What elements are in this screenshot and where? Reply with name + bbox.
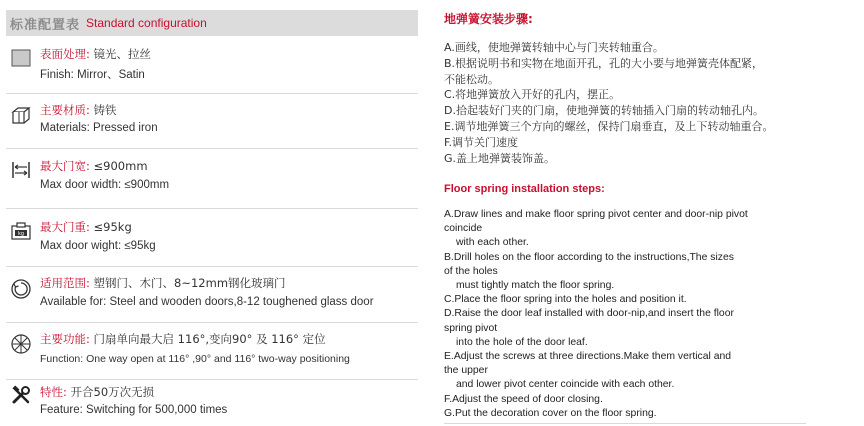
install-step-en: must tightly match the floor spring.: [456, 280, 615, 292]
svg-text:kg: kg: [17, 231, 25, 237]
spec-door-weight-en: Max door wight: ≤95kg: [40, 240, 156, 252]
spec-material-cn: 主要材质: 铸铁: [40, 103, 117, 117]
install-step-cn: G.盖上地弹簧装饰盖。: [444, 151, 556, 165]
install-step-en: with each other.: [456, 237, 529, 249]
spec-door-width-cn: 最大门宽: ≤900mm: [40, 159, 148, 173]
install-step-en: and lower pivot center coincide with each other.: [456, 379, 675, 391]
application-range-icon: [10, 278, 32, 300]
spec-finish-en: Finish: Mirror、Satin: [40, 69, 145, 81]
spec-row-material: [6, 94, 418, 149]
spec-material-en: Materials: Pressed iron: [40, 122, 158, 134]
config-title-cn: 标准配置表: [10, 17, 81, 33]
install-title-en: Floor spring installation steps:: [444, 183, 605, 195]
install-step-en: C.Place the floor spring into the holes and position it.: [444, 294, 687, 306]
door-weight-icon: [10, 220, 32, 242]
spec-row-feature: [6, 380, 418, 424]
spec-row-function: [6, 323, 418, 380]
spec-feature-en: Feature: Switching for 500,000 times: [40, 404, 228, 416]
install-step-en: A.Draw lines and make floor spring pivot center and door-nip pivot: [444, 209, 748, 220]
install-step-cn: 不能松动。: [444, 72, 499, 86]
install-step-cn: E.调节地弹簧三个方向的螺丝，保持门扇垂直，及上下转动轴重合。: [444, 119, 774, 133]
spec-row-application: [6, 267, 418, 323]
install-step-en: the upper: [444, 365, 488, 377]
install-step-cn: B.根据说明书和实物在地面开孔，孔的大小要与地弹簧壳体配紧，: [444, 56, 764, 70]
install-step-en: E.Adjust the screws at three directions.Make them vertical and: [444, 351, 732, 363]
install-step-en: into the hole of the door leaf.: [456, 336, 588, 348]
install-step-en: spring pivot: [444, 322, 498, 334]
install-step-en: coincide: [444, 223, 483, 235]
install-step-cn: D.拾起装好门夹的门扇，使地弹簧的转轴插入门扇的转动轴孔内。: [444, 104, 764, 118]
spec-row-door-weight: [6, 209, 418, 267]
material-box-icon: [10, 104, 32, 126]
spec-finish-cn: 表面处理: 镜光、拉丝: [40, 47, 152, 61]
finish-swatch-icon: [10, 47, 32, 69]
install-step-en: of the holes: [444, 265, 498, 277]
door-width-icon: [10, 159, 32, 181]
spec-function-cn: 主要功能: 门扇单向最大启 116°,变向90° 及 116° 定位: [40, 332, 326, 346]
install-step-en: G.Put the decoration cover on the floor spring.: [444, 407, 657, 419]
door-function-icon: [10, 333, 32, 355]
config-header: [6, 10, 418, 36]
bottom-divider: [444, 423, 806, 424]
install-steps-en: [444, 208, 774, 421]
spec-row-finish: [6, 40, 418, 94]
install-step-en: B.Drill holes on the floor according to the instructions,The sizes: [444, 251, 734, 263]
install-step-cn: C.将地弹簧放入开好的孔内，摆正。: [444, 88, 621, 102]
config-title-en: Standard configuration: [86, 16, 207, 30]
install-step-cn: F.调节关门速度: [444, 135, 519, 149]
install-step-cn: A.画线，使地弹簧转轴中心与门夹转轴重合。: [444, 41, 664, 54]
spec-function-en: Function: One way open at 116° ,90° and 116° two-way positioning: [40, 353, 350, 365]
spec-door-width-en: Max door width: ≤900mm: [40, 179, 170, 191]
installation-panel: [444, 10, 804, 419]
install-steps-cn: [444, 40, 814, 166]
install-step-en: F.Adjust the speed of door closing.: [444, 393, 603, 405]
standard-configuration-panel: [6, 10, 418, 416]
feature-tools-icon: [10, 384, 32, 406]
spec-feature-cn: 特性: 开合50万次无损: [40, 385, 155, 399]
spec-application-en: Available for: Steel and wooden doors,8-12 toughened glass door: [40, 296, 374, 308]
install-title-cn: 地弹簧安装步骤:: [444, 12, 533, 26]
install-step-en: D.Raise the door leaf installed with door-nip,and insert the floor: [444, 308, 734, 320]
spec-application-cn: 适用范围: 塑钢门、木门、8~12mm钢化玻璃门: [40, 276, 286, 290]
spec-row-door-width: [6, 149, 418, 209]
spec-door-weight-cn: 最大门重: ≤95kg: [40, 220, 132, 234]
